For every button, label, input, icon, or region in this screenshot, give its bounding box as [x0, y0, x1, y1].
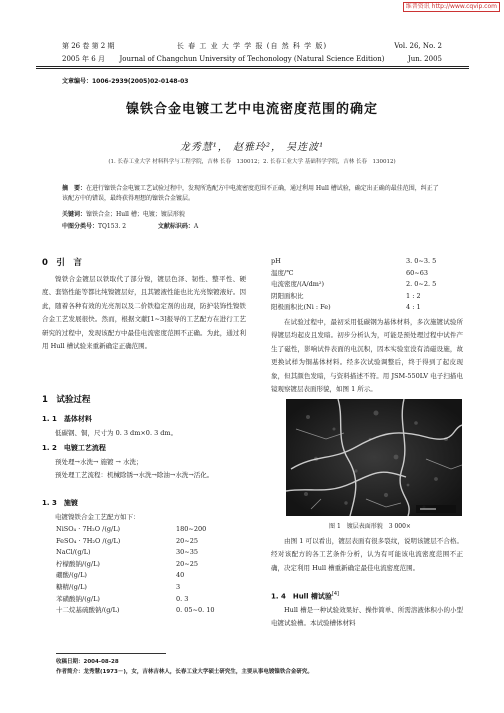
recipe-name: 糖精/(g/L) — [56, 582, 87, 591]
recipe-value: 40 — [176, 571, 185, 580]
param-value: 60~63 — [406, 268, 428, 277]
footer-author: 作者简介：龙秀慧(1973－)，女，吉林吉林人，长春工业大学硕士研究生，主要从事电镀镍铁合金研究。 — [56, 669, 313, 675]
recipe-value: 180~200 — [176, 525, 207, 533]
sem-micrograph-image — [286, 399, 462, 516]
recipe-value: 0. 05~0. 10 — [176, 606, 215, 615]
recipe-value: 3 — [176, 582, 181, 591]
authors: 龙秀慧¹， 赵雅玲²， 吴连波¹ — [179, 142, 325, 153]
param-value: 4 : 1 — [406, 303, 421, 312]
param-value: 3. 0~3. 5 — [406, 257, 437, 265]
footnote-rule — [56, 653, 166, 654]
section-1-2-line2: 预处理工艺流程：机械除锈→水洗→除油→水洗→活化。 — [55, 471, 214, 479]
abstract-label: 摘 要： — [62, 185, 87, 192]
section-0-title: 0 引 言 — [42, 258, 82, 268]
header-volume-en: Vol. 26, No. 2 — [394, 42, 442, 50]
param-value: 1 : 2 — [406, 291, 421, 300]
section-1-4-title — [271, 591, 339, 601]
header-date-en: Jun. 2005 — [407, 55, 442, 63]
recipe-name: 苯磺酸钠/(g/L) — [56, 594, 100, 603]
doc-code-label: 文献标识码： — [157, 223, 194, 230]
param-row — [271, 256, 461, 268]
recipe-value: 20~25 — [176, 559, 198, 568]
param-row — [271, 268, 461, 280]
classification-text: TQ153. 2 — [98, 223, 127, 230]
recipe-row — [56, 570, 244, 582]
section-0-body: 镍铁合金镀层以铁取代了部分镍，镀层色泽、韧性、整平性、硬度、套铬性能等都比纯镍镀层好，且其镀液性能也比光亮镍镀液好。因此，随着各种有效的光亮剂以及二价铁稳定剂的出现，防护装饰性镍铁合金工艺发展很快。然而，根据文献[1~3]报导的工艺配方在进行工艺研究的过程中，发现该配方中最佳电流密度范围不正确。为此，通过利用 Hull 槽试验来重新确定正确范围。 — [42, 275, 246, 351]
recipe-row — [56, 547, 244, 559]
affiliation: (1. 长春工业大学 材料科学与工程学院，吉林 长春 130012；2. 长春工业大学 基础科学学院，吉林 长春 130012) — [108, 159, 396, 165]
recipe-row — [56, 536, 244, 548]
doc-code-text: A — [193, 223, 199, 230]
param-name: 阳极面积比(Ni : Fe) — [271, 303, 331, 312]
recipe-name: NaCl/(g/L) — [56, 548, 91, 557]
recipe-name: 柠檬酸钠/(g/L) — [56, 559, 100, 568]
section-1-3-title: 1. 3 施镀 — [42, 499, 78, 507]
header-rule — [36, 66, 469, 67]
param-name: 阴阳面积比 — [271, 291, 304, 300]
sem-figure — [286, 399, 462, 516]
footer-received: 收稿日期：2004-08-28 — [56, 659, 119, 665]
recipe-row — [56, 559, 244, 571]
recipe-table — [56, 524, 244, 617]
recipe-row — [56, 605, 244, 617]
keywords-label: 关键词： — [62, 211, 87, 218]
section-1-4-ref: [4] — [331, 591, 340, 597]
watermark: 维普资讯 http://www.cqvip.com — [403, 2, 500, 12]
abstract — [62, 184, 442, 204]
abstract-text: 在进行镍铁合金电镀工艺试验过程中，发现所选配方中电流密度范围不正确，通过利用 Hull 槽试验，确定出正确的最佳范围，纠正了该配方中的错误，最终获得理想的镍铁合金镀层。 — [62, 185, 439, 202]
recipe-value: 20~25 — [176, 536, 198, 545]
section-1-4-body: Hull 槽是一种试验效果好、操作简单、所需溶液体积小的小型电镀试验槽。本试验槽体材料 — [271, 606, 463, 628]
figure-caption: 图 1 镀层表面形貌 3 000× — [329, 523, 411, 530]
recipe-row — [56, 582, 244, 594]
section-1-1-title: 1. 1 基体材料 — [42, 415, 92, 423]
header-date-cn: 2005 年 6 月 — [62, 55, 105, 63]
params-table — [271, 256, 461, 314]
section-1-2-line1: 预处理→水洗→ 施镀 → 水洗； — [55, 458, 143, 466]
paper-title: 镍铁合金电镀工艺中电流密度范围的确定 — [125, 102, 378, 117]
param-row — [271, 291, 461, 303]
right-paragraph-1: 在试验过程中，最初采用低碳钢为基体材料，多次施镀试验所得镀层均起皮且发暗。初步分析认为，可能是预处理过程中试件产生了磁性，影响试件表面的电沉积，因本实验室没有消磁设施，故更换试样为铜基体材料。经多次试验调整后，终于得到了起皮现象，但其颜色发暗，与资料描述不符。用 JSM-550LV 电子扫描电镜观察镀层表面形貌，如图 1 所示。 — [271, 318, 463, 394]
header-journal-en: Journal of Changchun University of Techonology (Natural Science Edition) — [119, 55, 385, 63]
article-number: 文章编号：1006-2939(2005)02-0148-03 — [62, 78, 189, 85]
keywords — [62, 210, 442, 220]
section-1-3-intro: 电镀镍铁合金工艺配方如下： — [55, 513, 140, 521]
right-paragraph-2: 由图 1 可以看出，镀层表面有很多裂纹，说明该镀层不合格。经对该配方的各工艺条件分析，认为有可能该电流密度范围不正确，决定利用 Hull 槽重新确定最佳电流密度范围。 — [271, 537, 463, 572]
recipe-name: 硼酸/(g/L) — [56, 571, 87, 580]
recipe-name: FeSO₄ · 7H₂O /(g/L) — [56, 536, 121, 545]
recipe-name: 十二烷基硫酸钠/(g/L) — [56, 606, 120, 615]
recipe-value: 30~35 — [176, 548, 198, 557]
recipe-row — [56, 524, 244, 536]
section-1-4-title-text: 1. 4 Hull 槽试验 — [271, 592, 332, 601]
header-journal-cn: 长 春 工 业 大 学 学 报 (自 然 科 学 版) — [176, 42, 328, 50]
param-name: 电流密度/(A/dm²) — [271, 280, 325, 289]
classification-label: 中图分类号： — [62, 223, 99, 230]
section-1-title: 1 试验过程 — [42, 395, 91, 405]
recipe-value: 0. 3 — [176, 594, 189, 603]
recipe-name: NiSO₄ · 7H₂O /(g/L) — [56, 525, 121, 533]
classification — [62, 222, 442, 232]
param-row — [271, 302, 461, 314]
section-1-2-title: 1. 2 电镀工艺流程 — [42, 444, 106, 452]
param-row — [271, 279, 461, 291]
header-volume-cn: 第 26 卷 第 2 期 — [62, 42, 115, 50]
param-name: 温度/℃ — [271, 268, 294, 277]
header-rule-thin — [36, 68, 469, 69]
param-value: 2. 0~2. 5 — [406, 280, 437, 289]
recipe-row — [56, 594, 244, 606]
section-1-1-body: 低碳钢、铜，尺寸为 0. 3 dm×0. 3 dm。 — [55, 429, 178, 437]
param-name: pH — [271, 257, 281, 265]
keywords-text: 镍铁合金；Hull 槽；电镀；镀层形貌 — [86, 211, 185, 218]
